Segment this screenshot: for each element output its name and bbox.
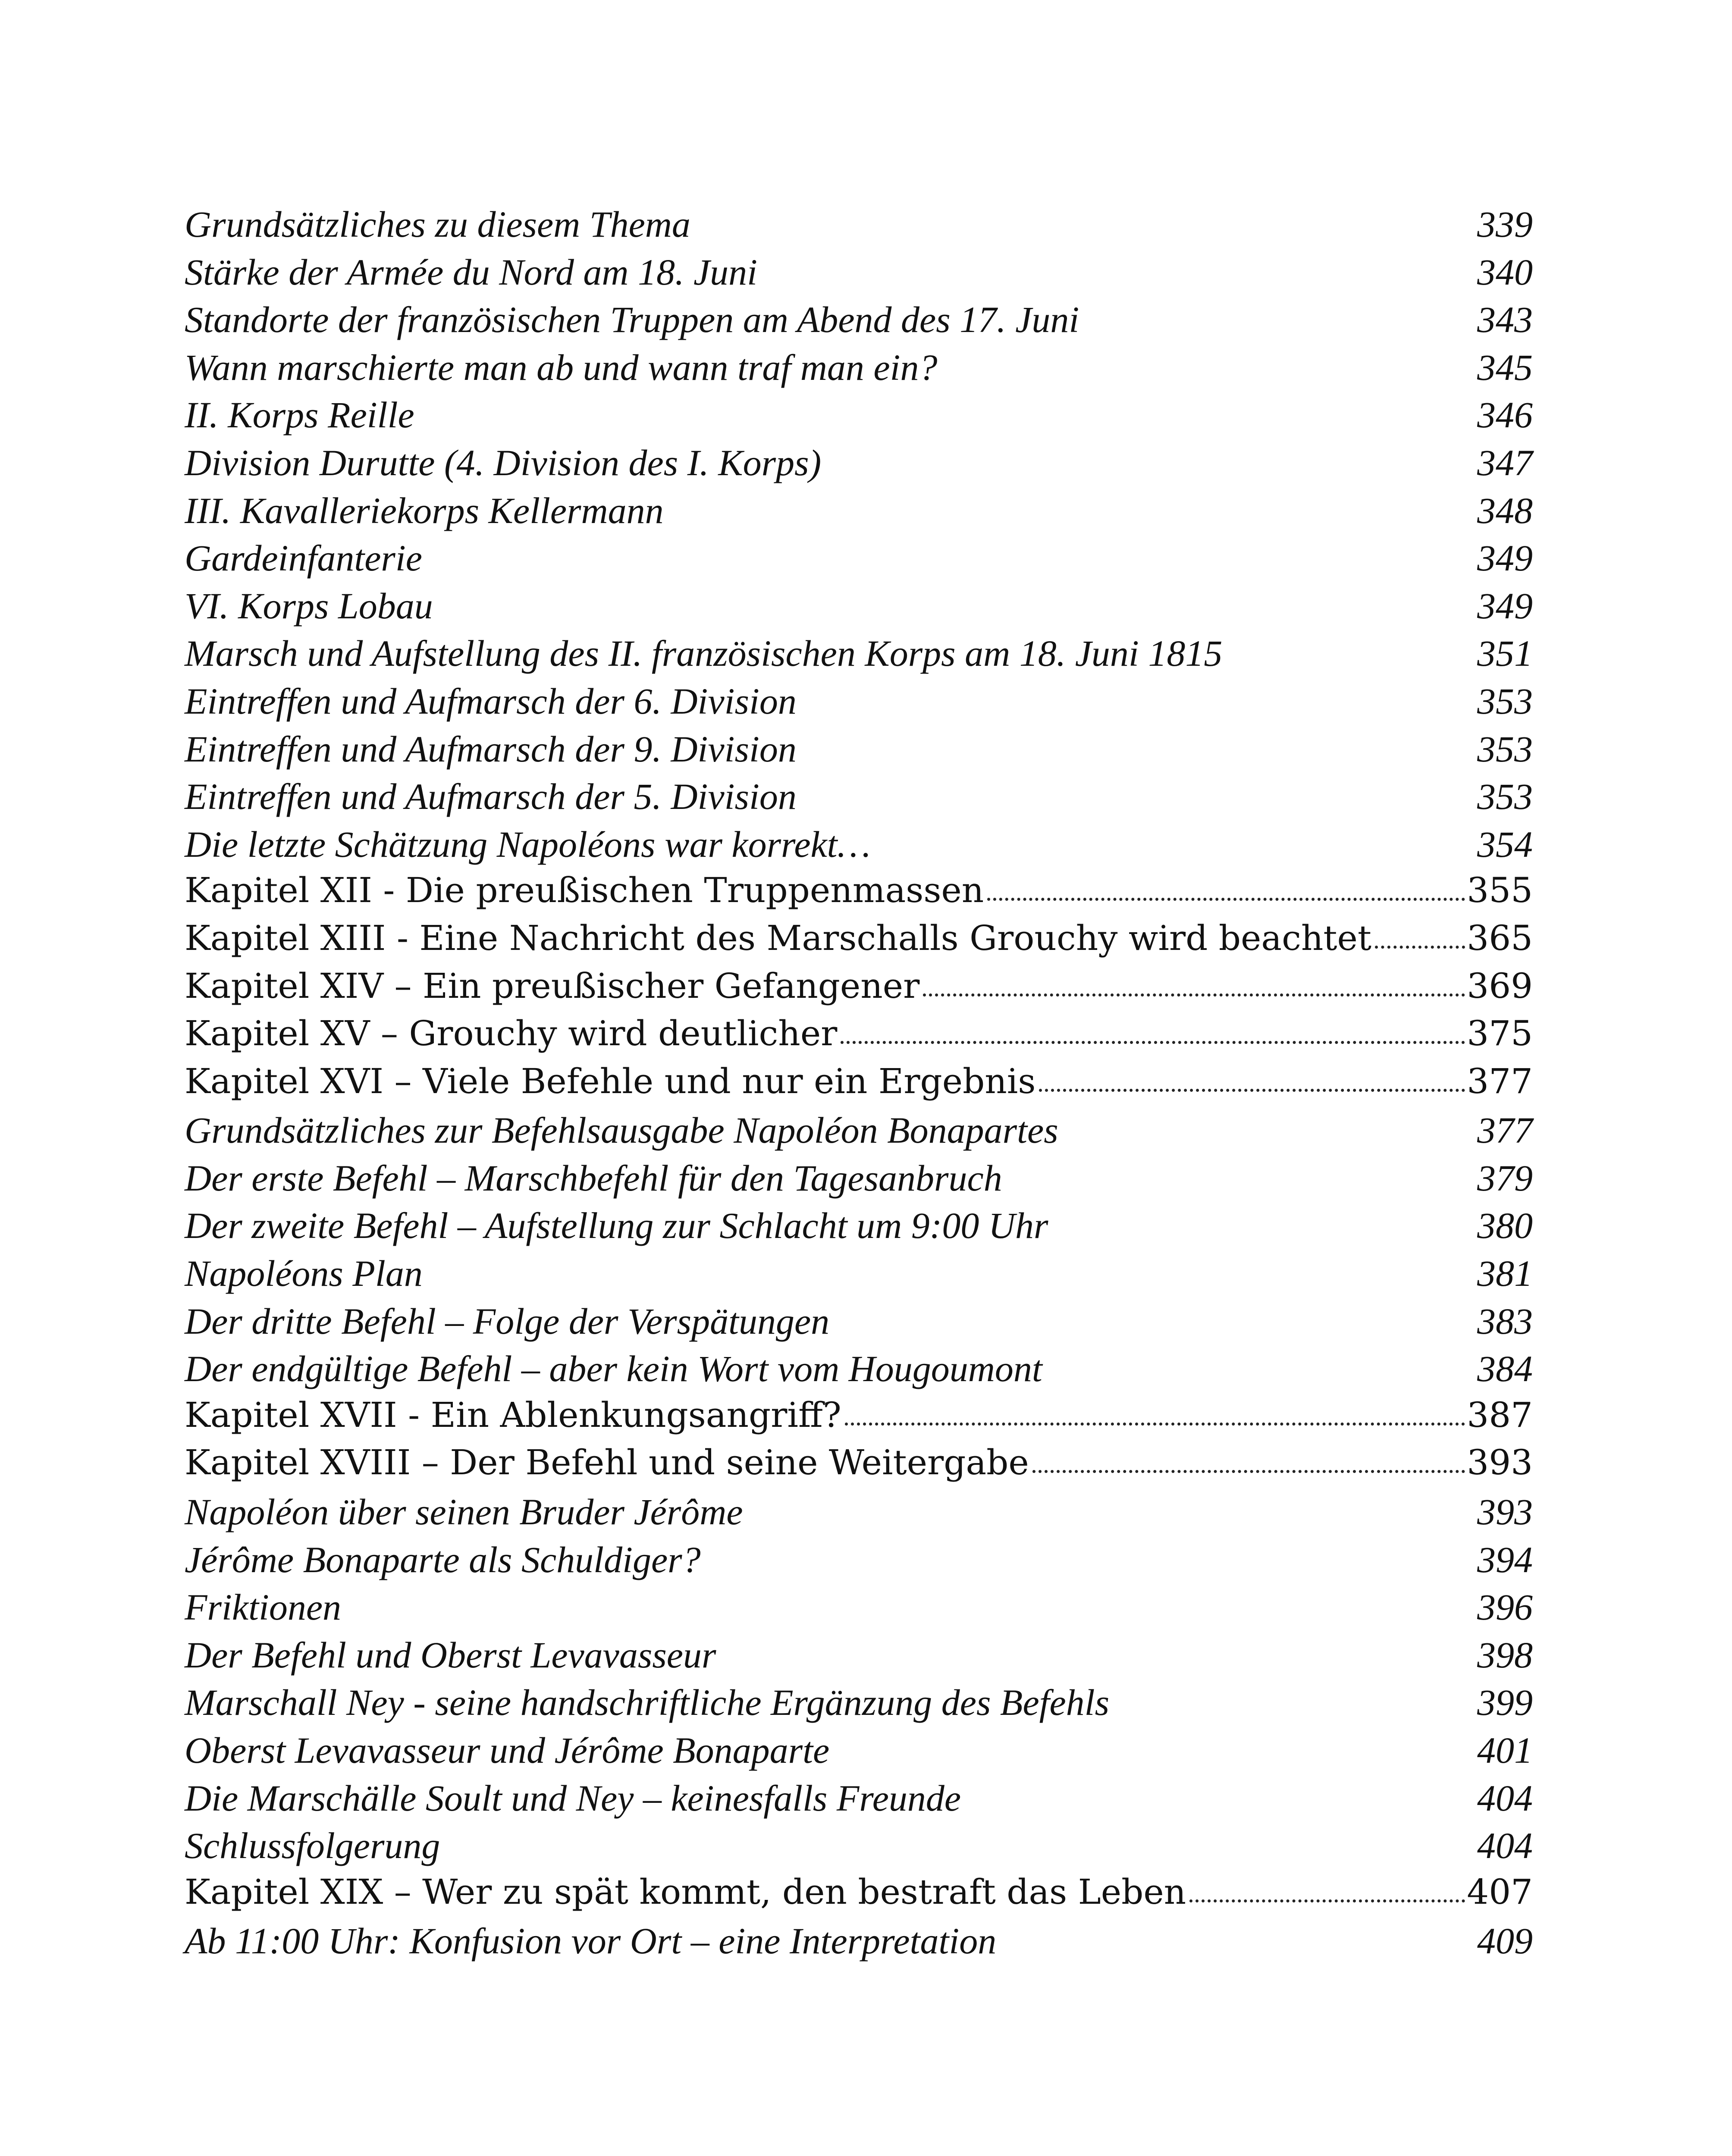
toc-entry-page-number: 407 — [1467, 1871, 1533, 1912]
toc-entry-title: Kapitel XV – Grouchy wird deutlicher — [185, 1013, 838, 1054]
toc-entry-title: Schlussfolgerung — [185, 1825, 440, 1867]
toc-entry-title: Stärke der Armée du Nord am 18. Juni — [185, 251, 758, 293]
toc-entry-page-number: 393 — [1477, 1491, 1533, 1533]
toc-entry-title: Eintreffen und Aufmarsch der 5. Division — [185, 776, 797, 818]
toc-chapter-entry — [185, 870, 1533, 918]
toc-entry-page-number: 399 — [1477, 1682, 1533, 1724]
toc-entry-page-number: 396 — [1477, 1586, 1533, 1628]
toc-section-entry — [185, 393, 1533, 441]
toc-entry-page-number: 345 — [1477, 346, 1533, 388]
toc-entry-page-number: 339 — [1477, 204, 1533, 245]
toc-entry-title: Gardeinfanterie — [185, 537, 422, 579]
toc-entry-page-number: 346 — [1477, 394, 1533, 436]
dot-leader — [845, 1423, 1465, 1426]
toc-entry-page-number: 387 — [1467, 1395, 1533, 1435]
toc-section-entry — [185, 1919, 1533, 1967]
toc-entry-title: III. Kavalleriekorps Kellermann — [185, 489, 664, 531]
toc-section-entry — [185, 1586, 1533, 1633]
toc-section-entry — [185, 1347, 1533, 1395]
dot-leader — [1039, 1089, 1465, 1092]
toc-entry-page-number: 353 — [1477, 776, 1533, 818]
toc-entry-title: Marschall Ney - seine handschriftliche Ergänzung des Befehls — [185, 1682, 1110, 1724]
toc-section-entry — [185, 441, 1533, 489]
toc-section-entry — [185, 632, 1533, 680]
toc-chapter-entry — [185, 1395, 1533, 1443]
toc-section-entry — [185, 1156, 1533, 1204]
toc-section-entry — [185, 1681, 1533, 1729]
toc-entry-title: Kapitel XVI – Viele Befehle und nur ein Ergebnis — [185, 1061, 1036, 1101]
toc-entry-page-number: 380 — [1477, 1205, 1533, 1247]
toc-entry-title: Kapitel XIX – Wer zu spät kommt, den bestraft das Leben — [185, 1871, 1186, 1912]
toc-entry-title: Division Durutte (4. Division des I. Korps) — [185, 442, 822, 483]
toc-entry-title: II. Korps Reille — [185, 394, 414, 436]
toc-section-entry — [185, 584, 1533, 632]
toc-entry-page-number: 401 — [1477, 1730, 1533, 1771]
toc-entry-title: Ab 11:00 Uhr: Konfusion vor Ort – eine Interpretation — [185, 1920, 997, 1962]
toc-entry-title: Wann marschierte man ab und wann traf man ein? — [185, 346, 938, 388]
toc-entry-title: Kapitel XVIII – Der Befehl und seine Weitergabe — [185, 1442, 1029, 1483]
toc-chapter-entry — [185, 1013, 1533, 1061]
dot-leader — [1032, 1470, 1465, 1473]
toc-entry-title: Die Marschälle Soult und Ney – keinesfalls Freunde — [185, 1777, 961, 1819]
toc-entry-page-number: 379 — [1477, 1157, 1533, 1199]
toc-chapter-entry — [185, 966, 1533, 1014]
toc-section-entry — [185, 823, 1533, 871]
toc-entry-page-number: 404 — [1477, 1777, 1533, 1819]
toc-entry-title: Der zweite Befehl – Aufstellung zur Schlacht um 9:00 Uhr — [185, 1205, 1048, 1247]
toc-entry-page-number: 353 — [1477, 728, 1533, 770]
toc-entry-page-number: 384 — [1477, 1348, 1533, 1390]
toc-section-entry — [185, 346, 1533, 394]
dot-leader — [987, 898, 1465, 901]
toc-entry-page-number: 340 — [1477, 251, 1533, 293]
dot-leader — [1375, 946, 1465, 949]
toc-entry-page-number: 409 — [1477, 1920, 1533, 1962]
toc-entry-title: Der endgültige Befehl – aber kein Wort vom Hougoumont — [185, 1348, 1042, 1390]
toc-chapter-entry — [185, 1442, 1533, 1490]
toc-chapter-entry — [185, 1061, 1533, 1109]
toc-entry-page-number: 349 — [1477, 585, 1533, 627]
toc-section-entry — [185, 298, 1533, 346]
toc-chapter-entry — [185, 918, 1533, 966]
toc-section-entry — [185, 775, 1533, 823]
dot-leader — [923, 993, 1465, 997]
toc-entry-page-number: 354 — [1477, 823, 1533, 865]
toc-entry-title: Oberst Levavasseur und Jérôme Bonaparte — [185, 1730, 830, 1771]
toc-section-entry — [185, 1777, 1533, 1824]
toc-entry-page-number: 343 — [1477, 299, 1533, 341]
toc-entry-title: Der erste Befehl – Marschbefehl für den Tagesanbruch — [185, 1157, 1002, 1199]
toc-entry-page-number: 381 — [1477, 1253, 1533, 1294]
toc-entry-page-number: 377 — [1467, 1061, 1533, 1101]
toc-section-entry — [185, 489, 1533, 537]
toc-section-entry — [185, 203, 1533, 251]
toc-section-entry — [185, 1633, 1533, 1681]
toc-entry-title: Friktionen — [185, 1586, 342, 1628]
toc-entry-title: Grundsätzliches zu diesem Thema — [185, 204, 690, 245]
toc-entry-title: VI. Korps Lobau — [185, 585, 433, 627]
toc-entry-page-number: 347 — [1477, 442, 1533, 483]
toc-entry-title: Kapitel XII - Die preußischen Truppenmassen — [185, 870, 984, 911]
toc-entry-title: Standorte der französischen Truppen am Abend des 17. Juni — [185, 299, 1079, 341]
dot-leader — [841, 1041, 1465, 1044]
toc-entry-title: Der dritte Befehl – Folge der Verspätungen — [185, 1300, 830, 1342]
toc-entry-page-number: 398 — [1477, 1634, 1533, 1676]
toc-entry-title: Die letzte Schätzung Napoléons war korrekt… — [185, 823, 871, 865]
toc-section-entry — [185, 1824, 1533, 1872]
toc-section-entry — [185, 1729, 1533, 1777]
toc-chapter-entry — [185, 1872, 1533, 1920]
toc-entry-page-number: 393 — [1467, 1442, 1533, 1483]
toc-entry-page-number: 348 — [1477, 489, 1533, 531]
toc-section-entry — [185, 1300, 1533, 1348]
toc-entry-page-number: 377 — [1477, 1109, 1533, 1151]
toc-entry-page-number: 369 — [1467, 965, 1533, 1006]
toc-section-entry — [185, 1204, 1533, 1252]
toc-entry-page-number: 394 — [1477, 1539, 1533, 1580]
toc-entry-page-number: 353 — [1477, 680, 1533, 722]
dot-leader — [1189, 1899, 1465, 1902]
toc-entry-title: Kapitel XIII - Eine Nachricht des Marschalls Grouchy wird beachtet — [185, 918, 1372, 958]
toc-section-entry — [185, 251, 1533, 298]
toc-entry-title: Eintreffen und Aufmarsch der 9. Division — [185, 728, 797, 770]
toc-entry-title: Napoléons Plan — [185, 1253, 423, 1294]
toc-section-entry — [185, 1109, 1533, 1156]
toc-section-entry — [185, 1490, 1533, 1538]
toc-entry-page-number: 355 — [1467, 870, 1533, 911]
toc-section-entry — [185, 727, 1533, 775]
toc-section-entry — [185, 536, 1533, 584]
toc-entry-page-number: 365 — [1467, 918, 1533, 958]
toc-entry-title: Der Befehl und Oberst Levavasseur — [185, 1634, 716, 1676]
toc-entry-title: Kapitel XVII - Ein Ablenkungsangriff? — [185, 1395, 841, 1435]
toc-section-entry — [185, 1538, 1533, 1586]
toc-entry-title: Jérôme Bonaparte als Schuldiger? — [185, 1539, 701, 1580]
toc-entry-title: Kapitel XIV – Ein preußischer Gefangener — [185, 965, 920, 1006]
table-of-contents — [185, 203, 1533, 1967]
toc-entry-title: Eintreffen und Aufmarsch der 6. Division — [185, 680, 797, 722]
toc-entry-page-number: 404 — [1477, 1825, 1533, 1867]
toc-entry-page-number: 349 — [1477, 537, 1533, 579]
toc-entry-page-number: 383 — [1477, 1300, 1533, 1342]
toc-entry-page-number: 351 — [1477, 633, 1533, 674]
toc-section-entry — [185, 1252, 1533, 1300]
toc-entry-page-number: 375 — [1467, 1013, 1533, 1054]
toc-entry-title: Grundsätzliches zur Befehlsausgabe Napoléon Bonapartes — [185, 1109, 1058, 1151]
toc-section-entry — [185, 680, 1533, 727]
toc-entry-title: Marsch und Aufstellung des II. französischen Korps am 18. Juni 1815 — [185, 633, 1223, 674]
toc-entry-title: Napoléon über seinen Bruder Jérôme — [185, 1491, 743, 1533]
